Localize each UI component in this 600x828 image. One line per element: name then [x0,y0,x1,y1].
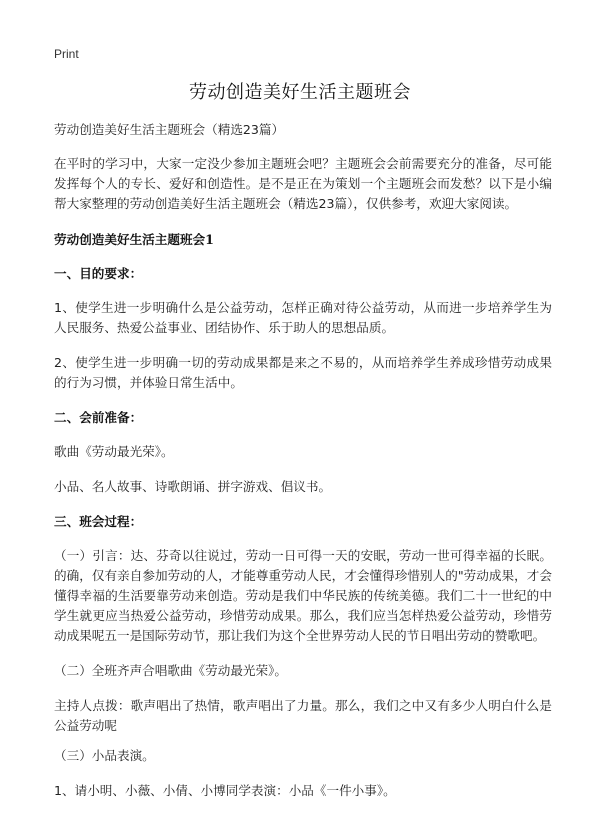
article-subtitle: 劳动创造美好生活主题班会（精选23篇） [54,122,285,137]
prep-items: 小品、名人故事、诗歌朗诵、拼字游戏、倡议书。 [54,479,332,494]
goal-paragraph-2: 2、使学生进一步明确一切的劳动成果都是来之不易的，从而培养学生养成珍惜劳动成果的行为习惯，并体验日常生活中。 [54,355,552,390]
prep-song: 歌曲《劳动最光荣》。 [54,444,174,459]
heading-goals: 一、目的要求： [54,266,143,281]
section-title: 劳动创造美好生活主题班会1 [54,232,214,247]
page-title: 劳动创造美好生活主题班会 [189,82,411,103]
process-song: （二）全班齐声合唱歌曲《劳动最光荣》。 [54,663,287,678]
skit-detail: 1、请小明、小薇、小倩、小博同学表演：小品《一件小事》。 [54,783,396,798]
intro-paragraph: 在平时的学习中，大家一定没少参加主题班会吧？主题班会会前需要充分的准备，尽可能发挥每个人的专长、爱好和创造性。是不是正在为策划一个主题班会而发愁？以下是小编帮大家整理的劳动创造美好生活主题班会（精选23篇），仅供参考，欢迎大家阅读。 [54,156,552,211]
host-remark: 主持人点拨：歌声唱出了热情，歌声唱出了力量。那么，我们之中又有多少人明白什么是公益劳动呢 [54,698,552,733]
process-skit: （三）小品表演。 [54,748,155,763]
article-body [54,120,552,816]
print-link[interactable]: Print [54,47,79,61]
heading-prep: 二、会前准备： [54,410,143,425]
goal-paragraph-1: 1、使学生进一步明确什么是公益劳动，怎样正确对待公益劳动，从而进一步培养学生为人民服务、热爱公益事业、团结协作、乐于助人的思想品质。 [54,300,552,335]
heading-process: 三、班会过程： [54,514,143,529]
process-intro: （一）引言：达、芬奇以往说过，劳动一日可得一天的安眠，劳动一世可得幸福的长眠。的确，仅有亲自参加劳动的人，才能尊重劳动人民，才会懂得珍惜别人的"劳动成果，才会懂得幸福的生活要靠劳动来创造。劳动是我们中华民族的传统美德。我们二十一世纪的中学生就更应当热爱公益劳动，珍惜劳动成果。那么，我们应当怎样热爱公益劳动，珍惜劳动成果呢五一是国际劳动节，那让我们为这个全世界劳动人民的节日唱出劳动的赞歌吧。 [54,548,552,643]
